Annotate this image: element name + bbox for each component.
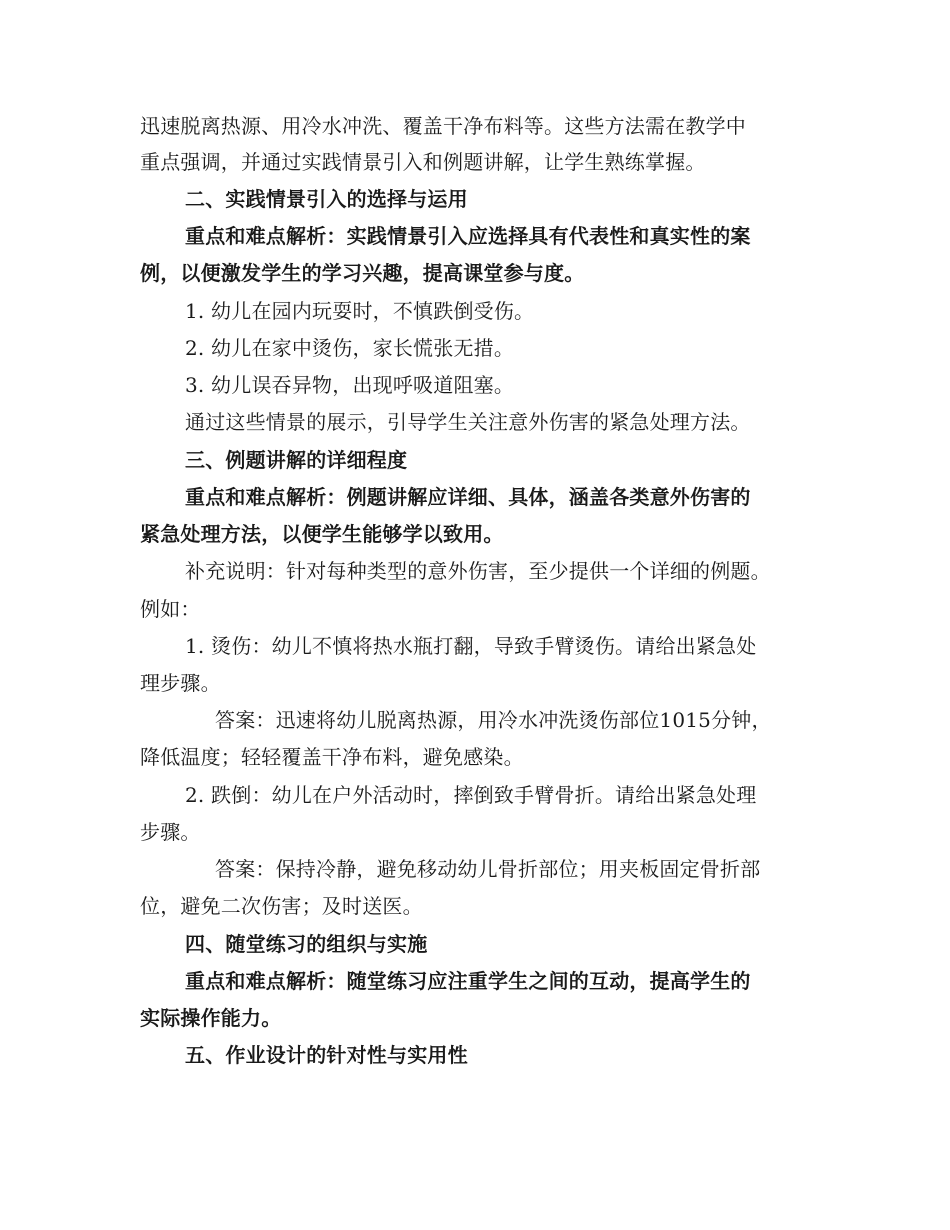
paragraph-text: 补充说明：针对每种类型的意外伤害，至少提供一个详细的例题。 bbox=[185, 559, 771, 583]
answer-text: 位，避免二次伤害；及时送医。 bbox=[140, 894, 423, 918]
paragraph-text: 通过这些情景的展示，引导学生关注意外伤害的紧急处理方法。 bbox=[185, 410, 751, 434]
example-item: 理步骤。 bbox=[140, 671, 221, 695]
key-point-text: 紧急处理方法，以便学生能够学以致用。 bbox=[140, 522, 504, 546]
example-item: 步骤。 bbox=[140, 820, 201, 844]
key-point-text: 重点和难点解析：实践情景引入应选择具有代表性和真实性的案 bbox=[185, 224, 751, 248]
section-heading: 三、例题讲解的详细程度 bbox=[185, 448, 408, 472]
list-item: 1. 幼儿在园内玩耍时，不慎跌倒受伤。 bbox=[185, 299, 535, 323]
example-item: 1. 烫伤：幼儿不慎将热水瓶打翻，导致手臂烫伤。请给出紧急处 bbox=[185, 634, 757, 658]
paragraph-text: 迅速脱离热源、用冷水冲洗、覆盖干净布料等。这些方法需在教学中 bbox=[140, 114, 746, 138]
answer-text: 答案：保持冷静，避免移动幼儿骨折部位；用夹板固定骨折部 bbox=[215, 857, 761, 881]
list-item: 3. 幼儿误吞异物，出现呼吸道阻塞。 bbox=[185, 373, 515, 397]
section-heading: 二、实践情景引入的选择与运用 bbox=[185, 187, 468, 211]
example-item: 2. 跌倒：幼儿在户外活动时，摔倒致手臂骨折。请给出紧急处理 bbox=[185, 783, 757, 807]
section-heading: 四、随堂练习的组织与实施 bbox=[185, 932, 428, 956]
list-item: 2. 幼儿在家中烫伤，家长慌张无措。 bbox=[185, 336, 515, 360]
answer-text: 答案：迅速将幼儿脱离热源，用冷水冲洗烫伤部位1015分钟， bbox=[215, 708, 772, 732]
paragraph-text: 例如： bbox=[140, 597, 201, 621]
answer-text: 降低温度；轻轻覆盖干净布料，避免感染。 bbox=[140, 745, 524, 769]
key-point-text: 实际操作能力。 bbox=[140, 1006, 282, 1030]
key-point-text: 重点和难点解析：例题讲解应详细、具体，涵盖各类意外伤害的 bbox=[185, 485, 751, 509]
key-point-text: 重点和难点解析：随堂练习应注重学生之间的互动，提高学生的 bbox=[185, 969, 751, 993]
key-point-text: 例，以便激发学生的学习兴趣，提高课堂参与度。 bbox=[140, 261, 585, 285]
paragraph-text: 重点强调，并通过实践情景引入和例题讲解，让学生熟练掌握。 bbox=[140, 150, 706, 174]
section-heading: 五、作业设计的针对性与实用性 bbox=[185, 1043, 468, 1067]
